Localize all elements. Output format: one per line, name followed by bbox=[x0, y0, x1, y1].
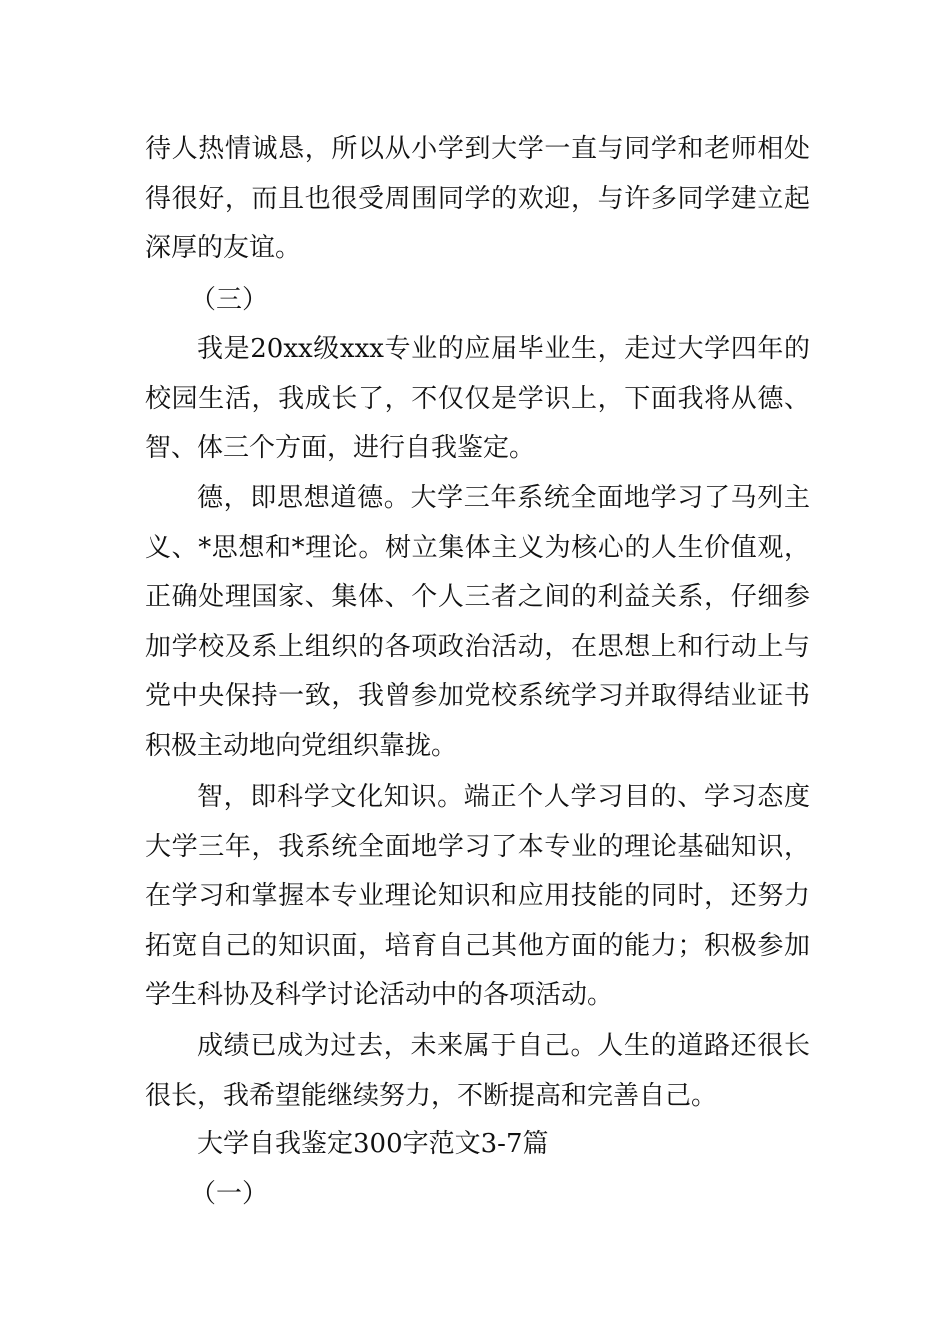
article-title: 大学自我鉴定300字范文3-7篇 bbox=[197, 1129, 549, 1159]
paragraph-knowledge: 智，即科学文化知识。端正个人学习目的、学习态度大学三年，我系统全面地学习了本专业的理论基础知识，在学习和掌握本专业理论知识和应用技能的同时，还努力拓宽自己的知识面，培育自己其他方面的能力；积极参加学生科协及科学讨论活动中的各项活动。 bbox=[145, 782, 810, 1010]
paragraph-conclusion: 成绩已成为过去，未来属于自己。人生的道路还很长很长，我希望能继续努力，不断提高和完善自己。 bbox=[145, 1031, 810, 1111]
paragraph-morality: 德，即思想道德。大学三年系统全面地学习了马列主义、*思想和*理论。树立集体主义为核心的人生价值观，正确处理国家、集体、个人三者之间的利益关系，仔细参加学校及系上组织的各项政治活动，在思想上和行动上与党中央保持一致，我曾参加党校系统学习并取得结业证书积极主动地向党组织靠拢。 bbox=[145, 483, 810, 761]
paragraph-continuation: 待人热情诚恳，所以从小学到大学一直与同学和老师相处得很好，而且也很受周围同学的欢迎，与许多同学建立起深厚的友谊。 bbox=[145, 134, 810, 263]
paragraph-intro: 我是20xx级xxx专业的应届毕业生，走过大学四年的校园生活，我成长了，不仅仅是学识上，下面我将从德、智、体三个方面，进行自我鉴定。 bbox=[145, 334, 810, 463]
section-heading-one: （一） bbox=[190, 1179, 269, 1209]
section-heading-three: （三） bbox=[190, 285, 269, 315]
